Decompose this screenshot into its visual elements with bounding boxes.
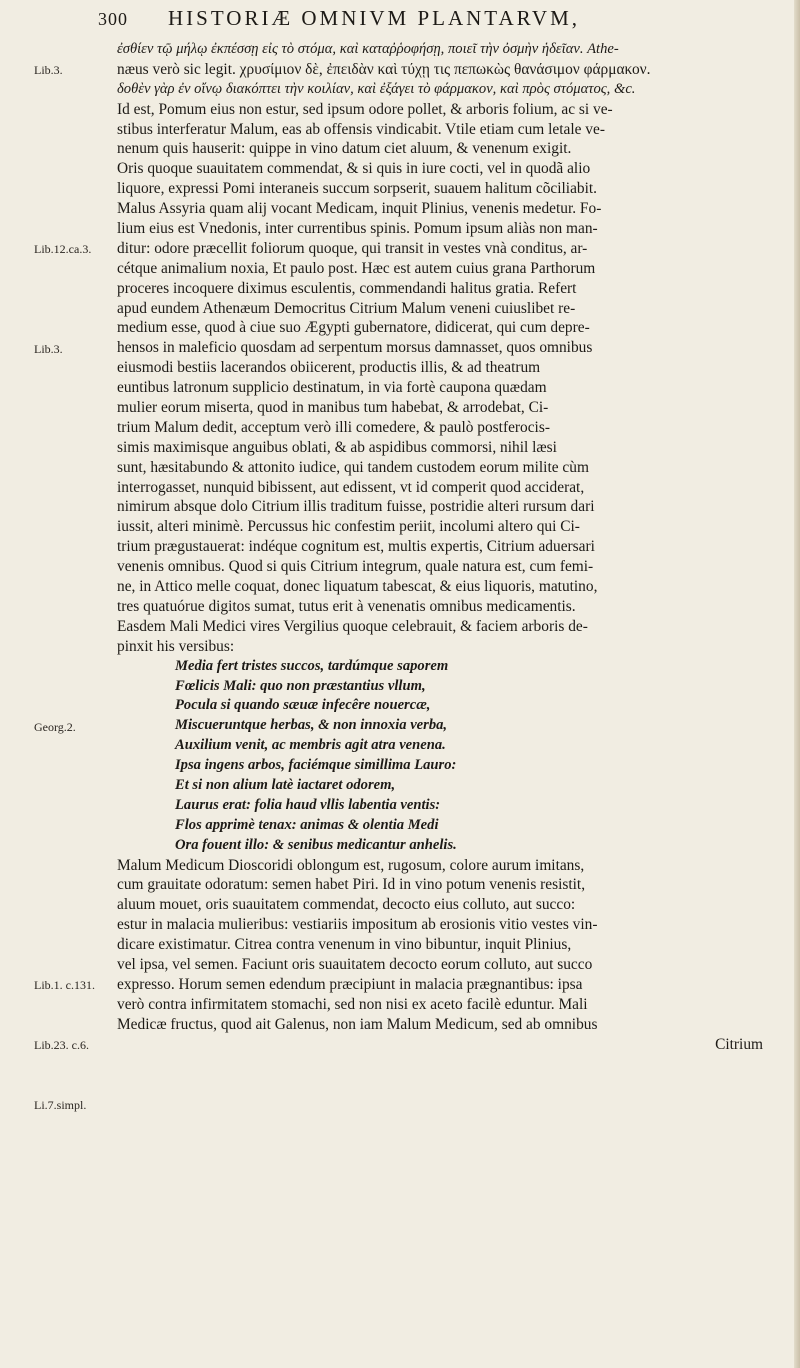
verse-line: Ipsa ingens arbos, faciémque simillima Lauro: [175,757,457,774]
text-line: eiusmodi bestiis lacerandos obiicerent, productis illis, & ad theatrum [117,359,541,377]
page-number: 300 [98,9,128,29]
verse-line: Media fert tristes succos, tardúmque saporem [175,657,449,674]
text-line: cétque animalium noxia, Et paulo post. Hæc est autem cuius grana Parthorum [117,259,596,277]
page-edge [794,0,800,1368]
text-line: mulier eorum miserta, quod in manibus tum habebat, & arrodebat, Ci- [117,399,549,417]
text-line: expresso. Horum semen edendum præcipiunt in malacia prægnantibus: ipsa [117,975,583,993]
text-line: Citrium [715,1035,763,1053]
text-line: Medicæ fructus, quod ait Galenus, non iam Malum Medicum, sed ab omnibus [117,1015,598,1033]
text-line: tres quatuórue digitos sumat, tutus erit à venenatis omnibus medicamentis. [117,597,576,615]
text-line: verò contra infirmitatem stomachi, sed non nisi ex aceto facilè eduntur. Mali [117,995,588,1013]
text-line: medium esse, quod à ciue suo Ægypti gubernatore, didicerat, qui cum depre- [117,319,590,337]
text-line: ne, in Attico melle coquat, donec liquatum tabescat, & eius liquoris, matutino, [117,578,598,596]
text-line: næus verò sic legit. χρυσίμιον δὲ, ἐπειδὰν καὶ τύχῃ τις πεπωκὼς θανάσιμον φάρμακον. [117,60,651,78]
text-line: dicare existimatur. Citrea contra venenum in vino bibuntur, inquit Plinius, [117,936,572,954]
verse-line: Et si non alium latè iactaret odorem, [175,776,396,793]
text-line: Malum Medicum Dioscoridi oblongum est, rugosum, colore aurum imitans, [117,856,585,874]
margin-note: Georg.2. [34,719,76,734]
text-line: ἐσθίεν τῷ μήλῳ ἐκπέσσῃ εἰς τὸ στόμα, καὶ καταῤῥοφήσῃ, ποιεῖ τὴν ὀσμὴν ἡδεῖαν. Athe- [117,41,619,57]
margin-note: Li.7.simpl. [34,1097,87,1112]
text-line: estur in malacia mulieribus: vestiariis impositum ab erosionis vitio vestes vin- [117,916,598,934]
text-line: venenis omnibus. Quod si quis Citrium integrum, quale natura est, cum femi- [117,558,594,576]
verse-line: Fœlicis Mali: quo non præstantius vllum, [175,677,426,694]
text-line: ditur: odore præcellit foliorum quoque, qui transit in vestes vnà conditus, ar- [117,239,588,257]
text-line: proceres incoquere diximus esculentis, commendandi halitus gratia. Refert [117,279,577,297]
margin-notes [0,0,100,1368]
body-text [117,40,767,1054]
text-line: trium Malum dedit, acceptum verò illi comedere, & paulò postferocis- [117,418,550,436]
margin-note: Lib.1. c.131. [34,978,95,993]
text-line: δοθὲν γὰρ ἐν οἴνῳ διακόπτει τὴν κοιλίαν, καὶ ἐξάγει τὸ φάρμακον, καὶ πρὸς στόματος, &c. [117,80,636,97]
margin-note: Lib.12.ca.3. [34,242,92,256]
text-line: Oris quoque suauitatem commendat, & si quis in iure cocti, vel in quodã alio [117,160,591,178]
running-title: HISTORIÆ OMNIVM PLANTARVM, [168,6,581,30]
text-line: stibus interferatur Malum, eas ab offensis vindicabit. Vtile etiam cum letale ve- [117,120,605,138]
text-line: interrogasset, nunquid bibissent, aut edissent, vt id comperit quod acciderat, [117,478,585,496]
verse-line: Ora fouent illo: & senibus medicantur anhelis. [175,836,457,853]
text-line: lium eius est Vnedonis, inter currentibus spinis. Pomum ipsum aliàs non man- [117,220,598,238]
text-line: sunt, hæsitabundo & attonito iudice, qui tandem custodem eorum milite cùm [117,458,589,476]
margin-note: Lib.3. [34,62,63,77]
verse-line: Laurus erat: folia haud vllis labentia ventis: [175,796,441,813]
text-line: vel ipsa, vel semen. Faciunt oris suauitatem decocto eorum colluto, aut succo [117,955,593,973]
text-line: nenum quis hauserit: quippe in vino datum ciet aluum, & venenum exigit. [117,140,572,158]
text-line: apud eundem Athenæum Democritus Citrium Malum veneni cuiuslibet re- [117,299,576,317]
text-line: Id est, Pomum eius non estur, sed ipsum odore pollet, & arboris folium, ac si ve- [117,100,613,118]
text-line: pinxit his versibus: [117,637,235,655]
text-line: liquore, expressi Pomi interaneis succum sorpserit, suauem halitum cõciliabit. [117,180,597,198]
text-line: nimirum absque dolo Citrium illis traditum fuisse, postridie alteri rursum dari [117,498,595,516]
text-line: simis maximisque anguibus oblati, & ab aspidibus commorsi, nihil læsi [117,438,557,456]
margin-note: Lib.23. c.6. [34,1038,89,1052]
text-line: trium prægustauerat: indéque cognitum est, multis expertis, Citrium aduersari [117,538,595,556]
verse-line: Auxilium venit, ac membris agit atra venena. [175,737,446,754]
text-line: Malus Assyria quam alij vocant Medicam, inquit Plinius, venenis medetur. Fo- [117,200,602,218]
text-line: Easdem Mali Medici vires Vergilius quoque celebrauit, & faciem arboris de- [117,617,588,635]
text-line: hensos in maleficio quosdam ad serpentum morsus damnasset, quos omnibus [117,339,593,357]
verse-line: Miscueruntque herbas, & non innoxia verba, [175,717,448,734]
margin-note: Lib.3. [34,341,63,356]
verse-line: Pocula si quando sæuæ infecêre nouercæ, [175,697,431,714]
text-line: iussit, alteri minimè. Percussus hic confestim periit, incolumi altero qui Ci- [117,518,580,536]
text-line: euntibus latronum supplicio destinatum, in via fortè caupona quædam [117,379,547,397]
text-line: aluum mouet, oris suauitatem commendat, decocto eius colluto, aut succo: [117,896,576,914]
verse-line: Flos apprimè tenax: animas & olentia Medi [175,816,439,833]
text-line: cum grauitate odoratum: semen habet Piri. Id in vino potum venenis resistit, [117,876,586,894]
